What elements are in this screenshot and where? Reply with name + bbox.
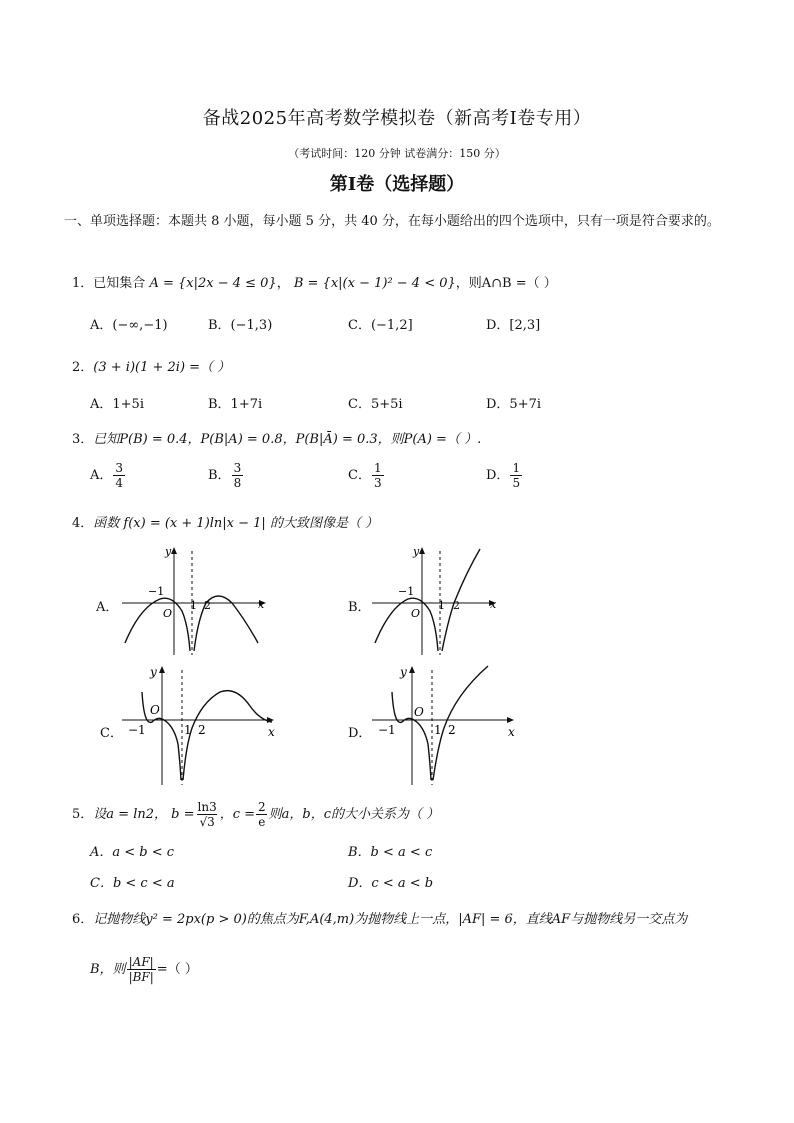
fraction: $\frac{|AF|}{|BF|}$ [128, 955, 154, 984]
origin-label: O [163, 607, 173, 620]
tick-1: 1 [190, 599, 197, 612]
origin-label: O [150, 703, 160, 717]
option-d: D．5+7i [486, 397, 542, 412]
math-set-a: A = {x|2x − 4 ≤ 0} [149, 276, 277, 291]
question-text: 设a = ln2， [93, 807, 167, 822]
option-a: A．1+5i [90, 397, 144, 412]
page-title: 备战2025年高考数学模拟卷（新高考Ⅰ卷专用） [202, 108, 592, 129]
x-axis-label: x [508, 725, 515, 739]
option-c-label: C． [100, 726, 123, 741]
fraction-b: $\frac{\ln 3}{√3}$ [197, 800, 217, 829]
question-5 [72, 800, 439, 829]
tick-neg1: −1 [378, 723, 396, 737]
option-d: D．c < a < b [348, 876, 434, 891]
question-tail: 则a，b，c的大小关系为（ ） [268, 807, 440, 822]
question-ask: ，则A∩B =（ ） [455, 276, 557, 291]
question-number: 5． [72, 807, 94, 822]
tick-1: 1 [438, 599, 445, 612]
tick-neg1: −1 [128, 723, 146, 737]
question-4 [72, 512, 378, 531]
question-text: 已知集合 [93, 276, 146, 291]
fraction: $\frac{3}{8}$ [233, 461, 242, 490]
option-c: C．b < c < a [90, 876, 175, 891]
question-text: 记抛物线y² = 2px(p > 0)的焦点为F,A(4,m)为抛物线上一点，|AF| = 6，直线AF与抛物线另一交点为 [93, 912, 688, 927]
option-c [348, 461, 385, 490]
option-d-label: D． [348, 726, 372, 741]
x-axis-label: x [258, 598, 265, 611]
graph-a [120, 545, 270, 657]
option-b: B．b < a < c [348, 845, 433, 860]
option-letter: C． [348, 468, 371, 483]
y-axis-label: y [150, 665, 157, 679]
tick-1: 1 [434, 723, 442, 737]
question-number: 2． [72, 360, 94, 375]
y-axis-label: y [413, 545, 420, 558]
question-text: (3 + i)(1 + 2i) =（ ） [93, 360, 231, 375]
question-2 [72, 356, 230, 375]
math-b: b = [171, 807, 195, 822]
volume-heading: 第Ⅰ卷（选择题） [329, 174, 465, 195]
question-number: 3． [72, 432, 94, 447]
math-c: ，c = [219, 807, 256, 822]
y-axis-label: y [165, 545, 172, 558]
option-d [486, 461, 523, 490]
question-tail: =（ ） [156, 962, 198, 977]
option-a-label: A． [96, 600, 119, 615]
option-b: B．1+7i [208, 397, 263, 412]
question-number: 6． [72, 912, 94, 927]
tick-neg1: −1 [148, 585, 165, 598]
question-number: 4． [72, 516, 94, 531]
option-letter: D． [486, 468, 510, 483]
question-6 [72, 908, 687, 927]
tick-1: 1 [184, 723, 192, 737]
option-b: B．(−1,3) [208, 318, 273, 333]
question-number: 1． [72, 276, 94, 291]
option-c: C．5+5i [348, 397, 403, 412]
graph-c [120, 662, 290, 787]
option-a: A．(−∞,−1) [90, 318, 168, 333]
tick-2: 2 [453, 599, 460, 612]
exam-info: （考试时间：120 分钟 试卷满分：150 分） [288, 147, 506, 160]
origin-label: O [411, 607, 421, 620]
option-a [90, 461, 126, 490]
question-1: 1．已知集合 A = {x|2x − 4 ≤ 0}， B = {x|(x − 1)² − 4 < 0}，则A∩B =（ ） [72, 276, 557, 291]
graph-b [370, 545, 520, 657]
option-letter: A． [90, 468, 113, 483]
option-a: A．a < b < c [90, 845, 175, 860]
question-text: 已知P(B) = 0.4，P(B|A) = 0.8，P(B|Ā) = 0.3，则P(A) =（ ）. [93, 432, 482, 447]
tick-neg1: −1 [398, 585, 415, 598]
option-d: D．[2,3] [486, 318, 541, 333]
option-b-label: B． [348, 600, 371, 615]
tick-2: 2 [448, 723, 456, 737]
tick-2: 2 [198, 723, 206, 737]
question-text: B，则 [90, 962, 126, 977]
origin-label: O [414, 705, 424, 719]
graph-d [370, 662, 530, 787]
question-6-line2 [90, 955, 198, 984]
fraction: $\frac{1}{3}$ [373, 461, 382, 490]
fraction: $\frac{3}{4}$ [115, 461, 124, 490]
tick-2: 2 [204, 599, 211, 612]
y-axis-label: y [400, 665, 407, 679]
question-3 [72, 428, 481, 447]
fraction-c: $\frac{2}{e}$ [258, 800, 266, 829]
question-text: 函数 f(x) = (x + 1)ln|x − 1| 的大致图像是（ ） [93, 516, 379, 531]
option-letter: B． [208, 468, 231, 483]
fraction: $\frac{1}{5}$ [512, 461, 521, 490]
section-intro: 一、单项选择题：本题共 8 小题，每小题 5 分，共 40 分，在每小题给出的四个选项中，只有一项是符合要求的。 [64, 214, 720, 229]
option-b [208, 461, 244, 490]
x-axis-label: x [490, 598, 497, 611]
option-c: C．(−1,2] [348, 318, 413, 333]
math-set-b: B = {x|(x − 1)² − 4 < 0} [293, 276, 456, 291]
x-axis-label: x [268, 725, 275, 739]
